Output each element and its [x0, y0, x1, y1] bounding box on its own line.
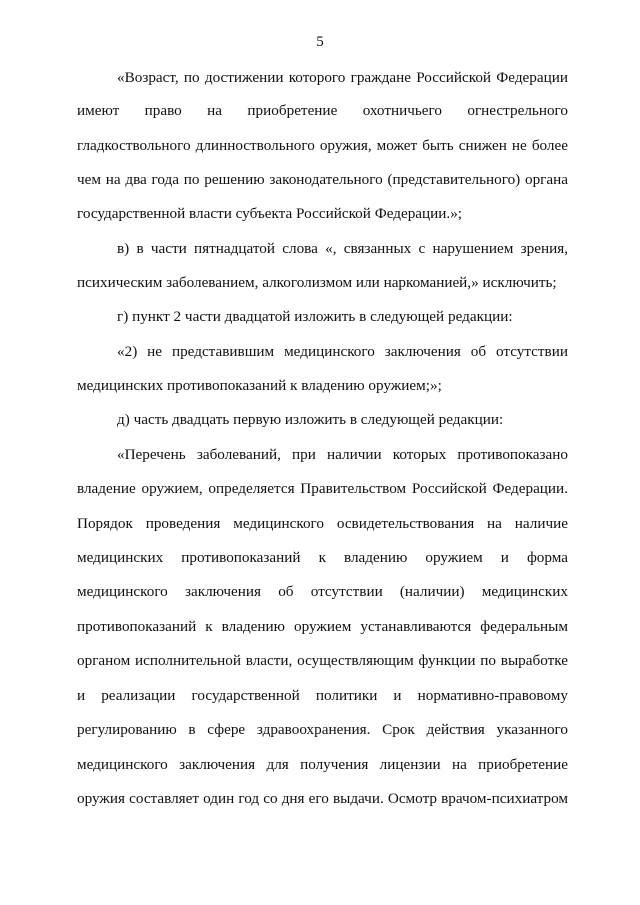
text-line: «2) не представившим медицинского заключения об отсутствии — [117, 343, 568, 360]
text-line: д) часть двадцать первую изложить в следующей редакции: — [117, 411, 504, 428]
text-line: психическим заболеванием, алкоголизмом или наркоманией,» исключить; — [77, 274, 557, 291]
text-line: медицинских противопоказаний к владению оружием;»; — [77, 377, 442, 394]
page-number: 5 — [316, 34, 324, 50]
text-line: «Возраст, по достижении которого граждане Российской Федерации — [117, 69, 568, 86]
text-line: регулированию в сфере здравоохранения. Срок действия указанного — [77, 721, 568, 738]
text-line: «Перечень заболеваний, при наличии которых противопоказано — [117, 446, 568, 463]
text-line: оружия составляет один год со дня его выдачи. Осмотр врачом-психиатром — [77, 790, 568, 807]
text-line: чем на два года по решению законодательного (представительного) органа — [77, 171, 568, 188]
text-line: и реализации государственной политики и нормативно-правовому — [77, 687, 568, 704]
text-line: медицинских противопоказаний к владению оружием и форма — [77, 549, 568, 566]
text-line: г) пункт 2 части двадцатой изложить в следующей редакции: — [117, 308, 513, 325]
text-line: государственной власти субъекта Российской Федерации.»; — [77, 205, 463, 222]
text-line: противопоказаний к владению оружием устанавливаются федеральным — [77, 618, 568, 635]
text-line: имеют право на приобретение охотничьего огнестрельного — [77, 102, 568, 119]
text-line: медицинского заключения об отсутствии (наличии) медицинских — [77, 583, 568, 600]
text-line: в) в части пятнадцатой слова «, связанных с нарушением зрения, — [117, 240, 568, 257]
text-line: органом исполнительной власти, осуществляющим функции по выработке — [77, 652, 568, 669]
text-line: Порядок проведения медицинского освидетельствования на наличие — [77, 515, 568, 532]
text-line: гладкоствольного длинноствольного оружия, может быть снижен не более — [77, 137, 568, 154]
text-line: медицинского заключения для получения лицензии на приобретение — [77, 756, 568, 773]
text-line: владение оружием, определяется Правительством Российской Федерации. — [77, 480, 568, 497]
